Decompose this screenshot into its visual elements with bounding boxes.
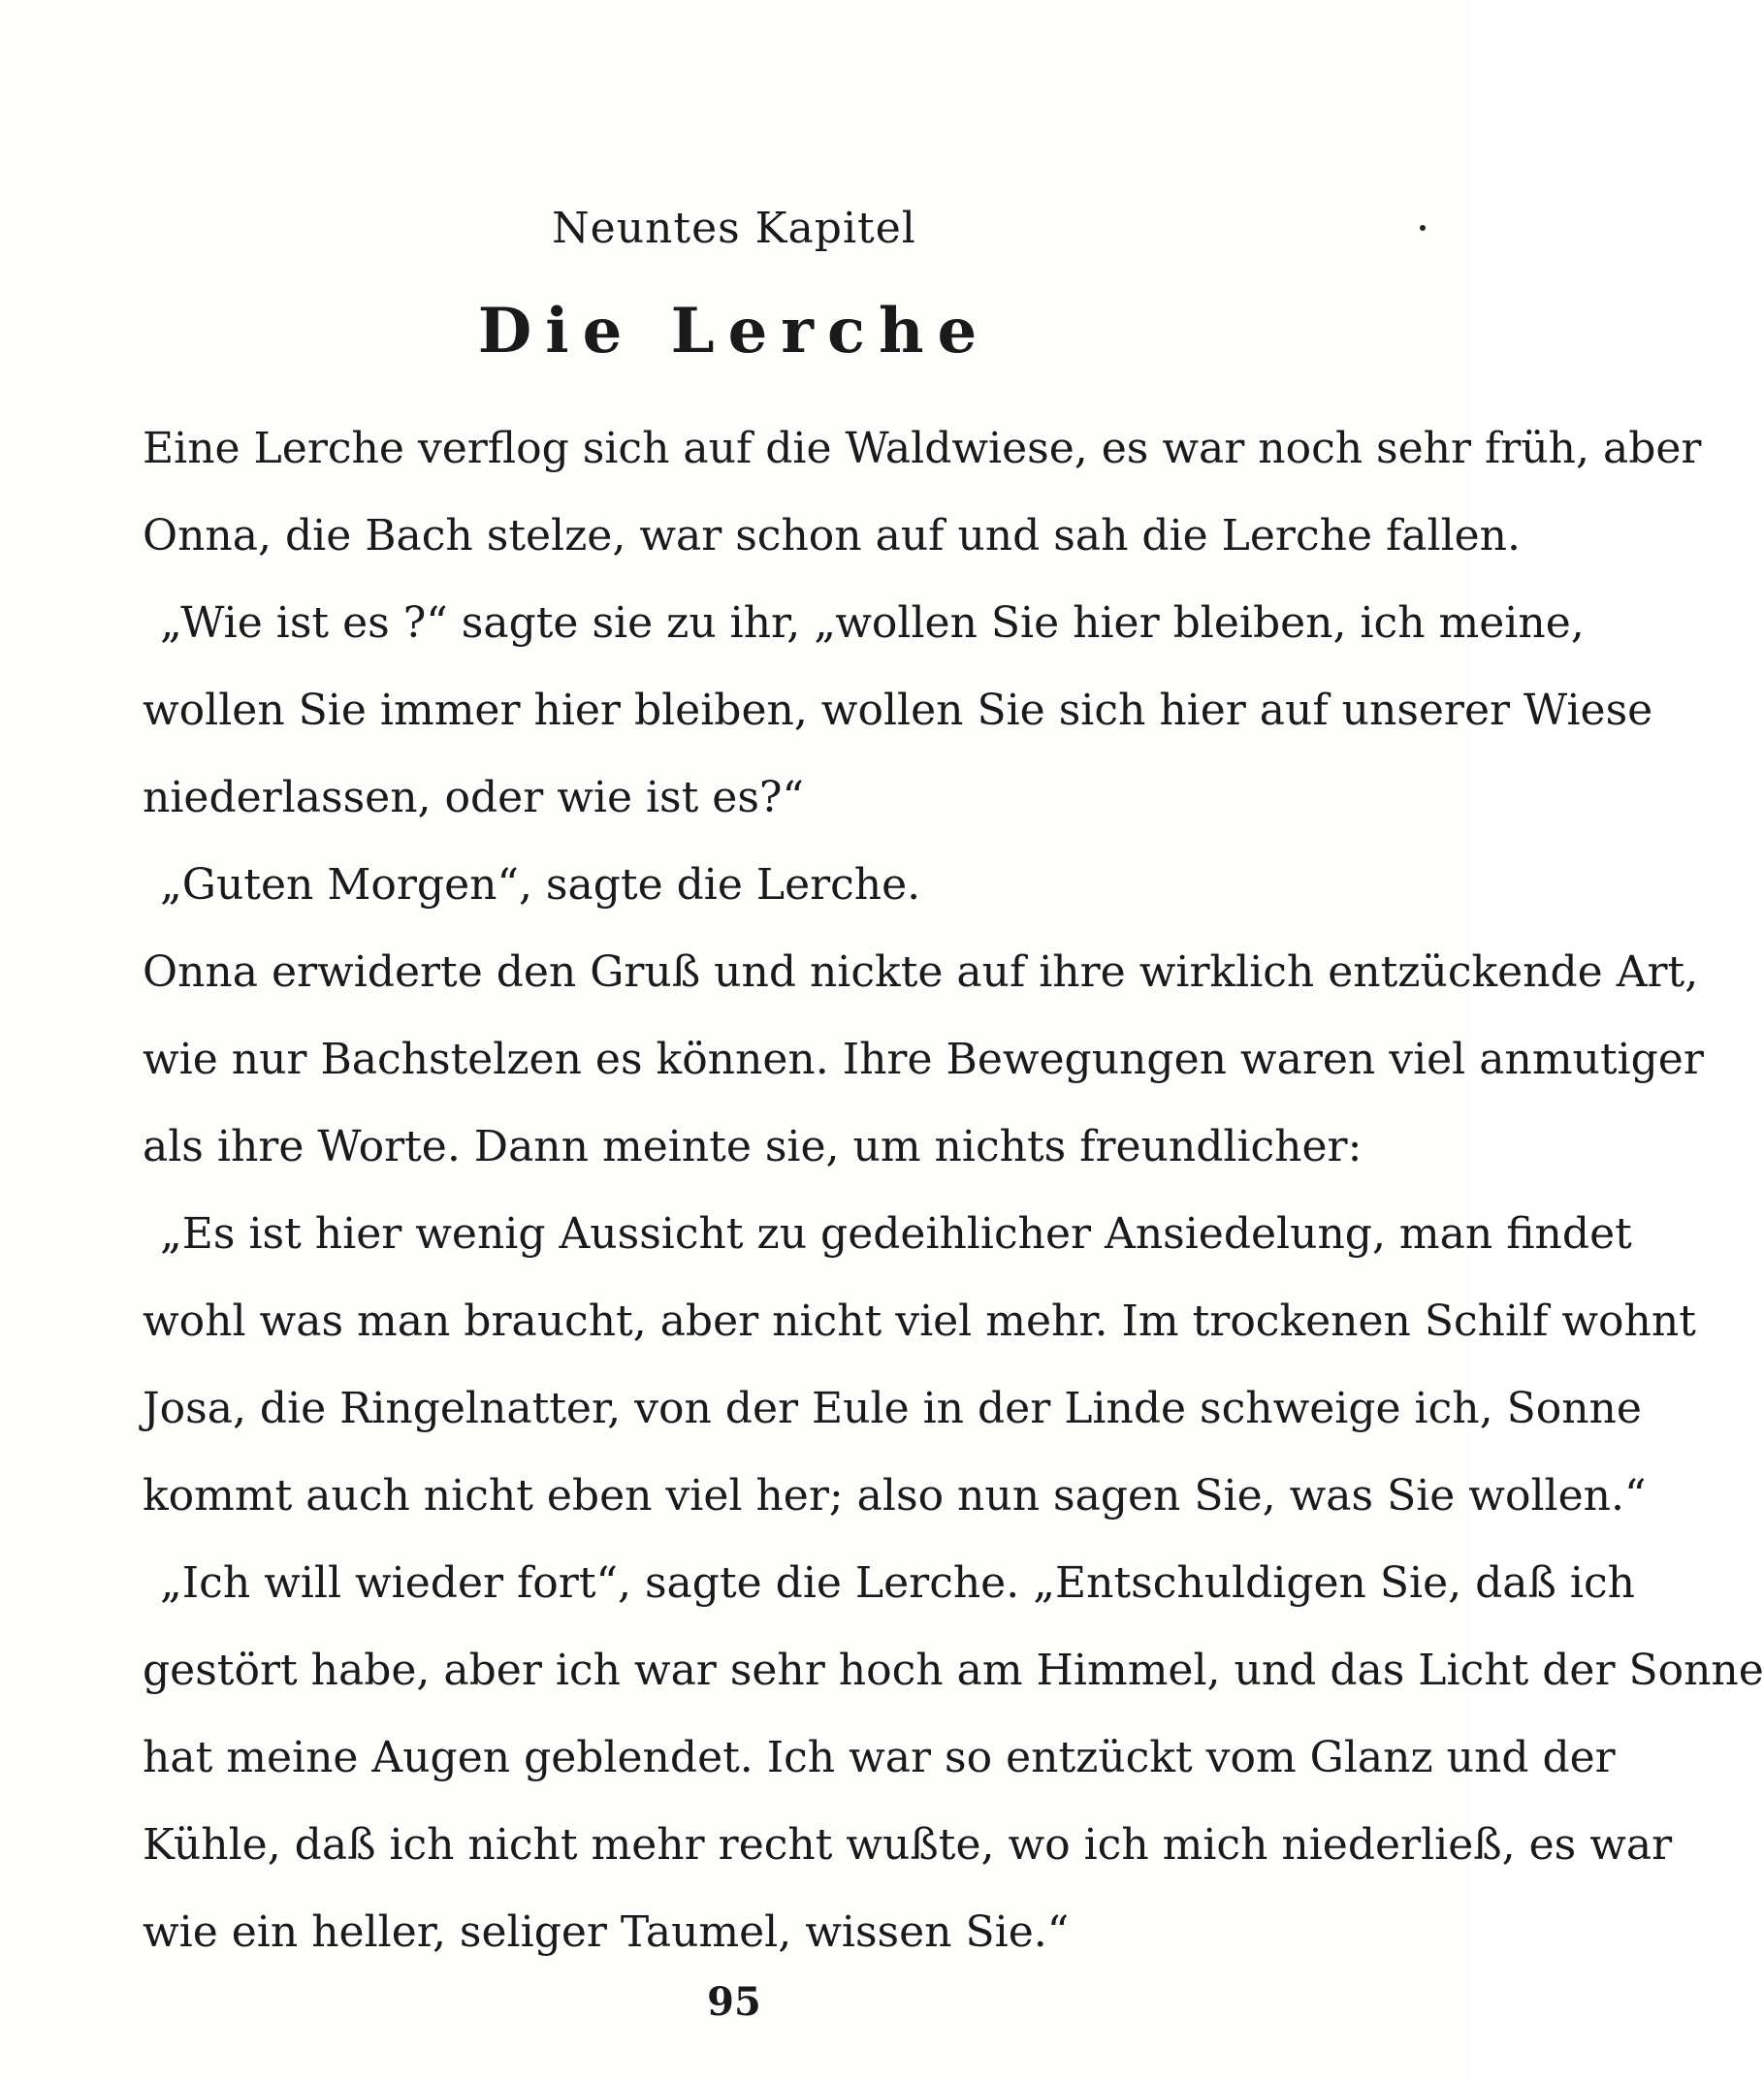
page-number: 95: [707, 1979, 761, 2025]
text-line: Onna erwiderte den Gruß und nickte auf ihre wirklich entzückende Art,: [143, 947, 1699, 997]
text-line: Eine Lerche verflog sich auf die Waldwiese, es war noch sehr früh, aber: [143, 424, 1702, 473]
text-line: wollen Sie immer hier bleiben, wollen Sie sich hier auf unserer Wiese: [143, 686, 1653, 735]
text-line: Kühle, daß ich nicht mehr recht wußte, wo ich mich niederließ, es war: [143, 1820, 1673, 1870]
text-line: hat meine Augen geblendet. Ich war so entzückt vom Glanz und der: [143, 1733, 1616, 1782]
body-text: [143, 405, 1764, 1976]
chapter-title: Die Lerche: [477, 295, 991, 368]
text-line: „Ich will wieder fort“, sagte die Lerche. „Entschuldigen Sie, daß ich: [160, 1558, 1635, 1608]
text-line: wohl was man braucht, aber nicht viel mehr. Im trockenen Schilf wohnt: [143, 1297, 1696, 1346]
text-line: wie ein heller, seliger Taumel, wissen Sie.“: [143, 1907, 1070, 1957]
text-line: „Wie ist es ?“ sagte sie zu ihr, „wollen Sie hier bleiben, ich meine,: [160, 598, 1585, 648]
text-line: niederlassen, oder wie ist es?“: [143, 773, 804, 822]
text-line: Josa, die Ringelnatter, von der Eule in der Linde schweige ich, Sonne: [143, 1384, 1642, 1433]
text-line: gestört habe, aber ich war sehr hoch am Himmel, und das Licht der Sonne: [143, 1646, 1764, 1695]
text-line: wie nur Bachstelzen es können. Ihre Bewegungen waren viel anmutiger: [143, 1035, 1704, 1084]
chapter-label: Neuntes Kapitel: [552, 204, 916, 253]
text-line: „Es ist hier wenig Aussicht zu gedeihlicher Ansiedelung, man findet: [160, 1209, 1632, 1259]
text-line: als ihre Worte. Dann meinte sie, um nichts freundlicher:: [143, 1122, 1363, 1171]
text-line: „Guten Morgen“, sagte die Lerche.: [160, 860, 921, 910]
text-line: kommt auch nicht eben viel her; also nun sagen Sie, was Sie wollen.“: [143, 1471, 1647, 1521]
text-line: Onna, die Bach stelze, war schon auf und sah die Lerche fallen.: [143, 511, 1521, 561]
